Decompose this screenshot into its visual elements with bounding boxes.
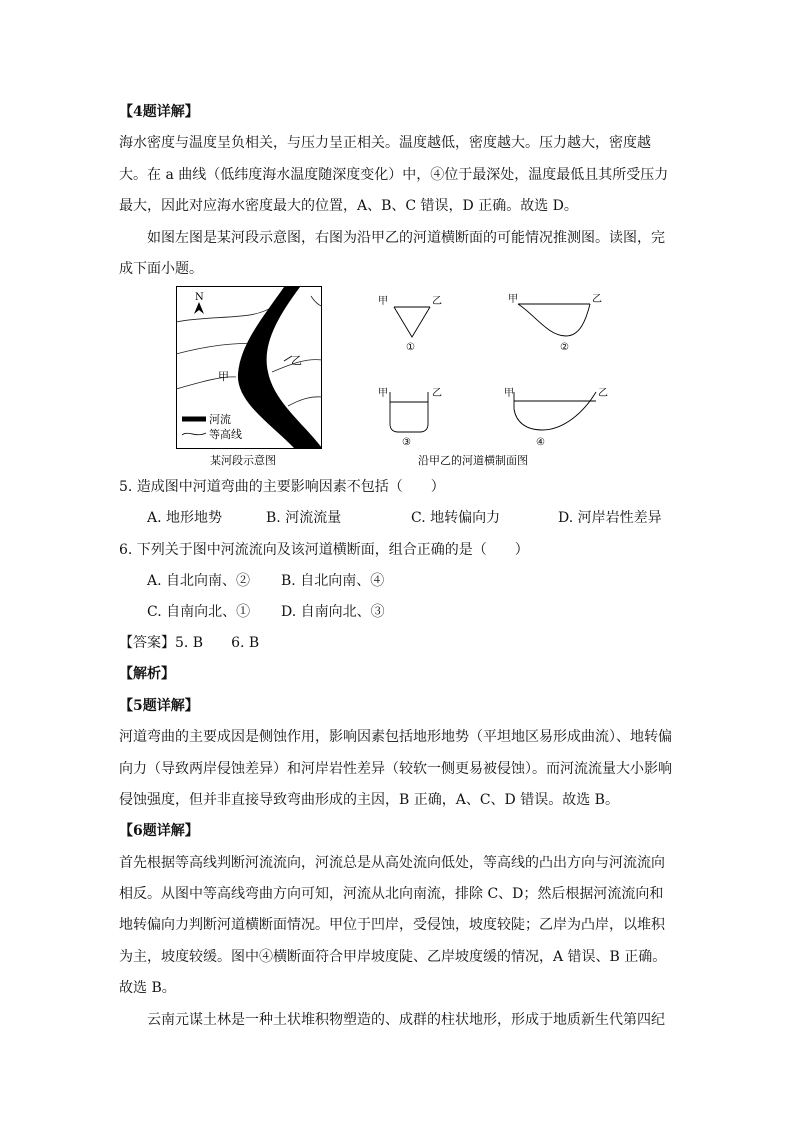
q6-option-b[interactable]: B. 自北向南、④ xyxy=(281,573,385,589)
section-2-right: 乙 xyxy=(592,294,602,305)
q4-heading: 【4题详解】 xyxy=(119,104,199,120)
q5-option-b[interactable]: B. 河流流量 xyxy=(266,510,342,526)
contour-line xyxy=(288,397,322,406)
section-2-profile xyxy=(518,304,590,336)
intro-line-1: 如图左图是某河段示意图，右图为沿甲乙的河道横断面的可能情况推测图。读图，完 xyxy=(147,230,665,246)
map-yi-label: 乙 xyxy=(291,354,302,367)
figure xyxy=(176,284,656,474)
north-label: N xyxy=(195,292,204,303)
q5-detail-line-1: 河道弯曲的主要成因是侧蚀作用，影响因素包括地形地势（平坦地区易形成曲流）、地转偏 xyxy=(119,729,672,745)
q4-line-1: 海水密度与温度呈负相关，与压力呈正相关。温度越低，密度越大。压力越大，密度越 xyxy=(119,135,651,151)
q5-detail-line-3: 侵蚀强度，但并非直接导致弯曲形成的主因，B 正确，A、C、D 错误。故选 B。 xyxy=(119,792,619,808)
contour-line xyxy=(311,296,322,306)
section-2-num: ② xyxy=(560,342,569,353)
section-3-left: 甲 xyxy=(378,388,388,399)
section-3-right: 乙 xyxy=(432,388,442,399)
section-1-left: 甲 xyxy=(378,296,388,307)
legend-river-label: 河流 xyxy=(209,413,231,426)
section-1-profile xyxy=(394,307,430,337)
map-jia-label: 甲 xyxy=(218,370,229,383)
legend-contour-symbol xyxy=(182,433,206,435)
legend-contour-label: 等高线 xyxy=(209,428,242,441)
q6-option-a[interactable]: A. 自北向南、② xyxy=(147,573,251,589)
section-4-right: 乙 xyxy=(598,388,608,399)
figure-svg xyxy=(176,284,656,474)
section-1-right: 乙 xyxy=(432,296,442,307)
q5-detail-heading: 【5题详解】 xyxy=(119,698,199,714)
q6-detail-line-1: 首先根据等高线判断河流流向，河流总是从高处流向低处，等高线的凸出方向与河流流向 xyxy=(119,855,665,871)
q5-option-d[interactable]: D. 河岸岩性差异 xyxy=(558,510,662,526)
q6-detail-line-5: 故选 B。 xyxy=(119,980,176,996)
q6-detail-heading: 【6题详解】 xyxy=(119,823,199,839)
q6-detail-line-3: 地转偏向力判断河道横断面情况。甲位于凹岸，受侵蚀，坡度较陡；乙岸为凸岸，以堆积 xyxy=(119,917,665,933)
section-1-num: ① xyxy=(406,342,415,353)
q4-line-3: 最大，因此对应海水密度最大的位置，A、B、C 错误，D 正确。故选 D。 xyxy=(119,198,578,214)
q6-option-d[interactable]: D. 自南向北、③ xyxy=(281,604,385,620)
q5-stem: 5. 造成图中河道弯曲的主要影响因素不包括（ ） xyxy=(119,479,445,495)
section-3-num: ③ xyxy=(402,437,411,448)
q5-option-a[interactable]: A. 地形地势 xyxy=(147,510,223,526)
section-3-profile xyxy=(390,392,428,432)
sections-caption: 沿甲乙的河道横制面图 xyxy=(418,454,528,467)
closing-paragraph: 云南元谋土林是一种土状堆积物塑造的、成群的柱状地形，形成于地质新生代第四纪 xyxy=(147,1012,665,1028)
q6-detail-line-2: 相反。从图中等高线弯曲方向可知，河流从北向南流，排除 C、D；然后根据河流流向和 xyxy=(119,886,664,902)
q4-line-2: 大。在 a 曲线（低纬度海水温度随深度变化）中，④位于最深处，温度最低且其所受压力 xyxy=(119,167,669,183)
analysis-heading: 【解析】 xyxy=(119,666,175,682)
section-2-left: 甲 xyxy=(508,294,518,305)
section-4-left: 甲 xyxy=(504,388,514,399)
section-4-profile xyxy=(514,392,596,430)
q6-detail-line-4: 为主，坡度较缓。图中④横断面符合甲岸坡度陡、乙岸坡度缓的情况，A 错误、B 正确。 xyxy=(119,949,667,965)
q6-stem: 6. 下列关于图中河流流向及该河道横断面，组合正确的是（ ） xyxy=(119,542,529,558)
q5-option-c[interactable]: C. 地转偏向力 xyxy=(411,510,501,526)
map-caption: 某河段示意图 xyxy=(210,454,276,467)
intro-line-2: 成下面小题。 xyxy=(119,261,203,277)
q5-detail-line-2: 向力（导致两岸侵蚀差异）和河岸岩性差异（较软一侧更易被侵蚀）。而河流流量大小影响 xyxy=(119,761,672,777)
q6-option-c[interactable]: C. 自南向北、① xyxy=(147,604,251,620)
north-arrow-icon xyxy=(194,302,204,314)
answer: 【答案】5. B 6. B xyxy=(119,635,260,651)
section-4-num: ④ xyxy=(536,437,545,448)
river-shape xyxy=(238,287,322,448)
